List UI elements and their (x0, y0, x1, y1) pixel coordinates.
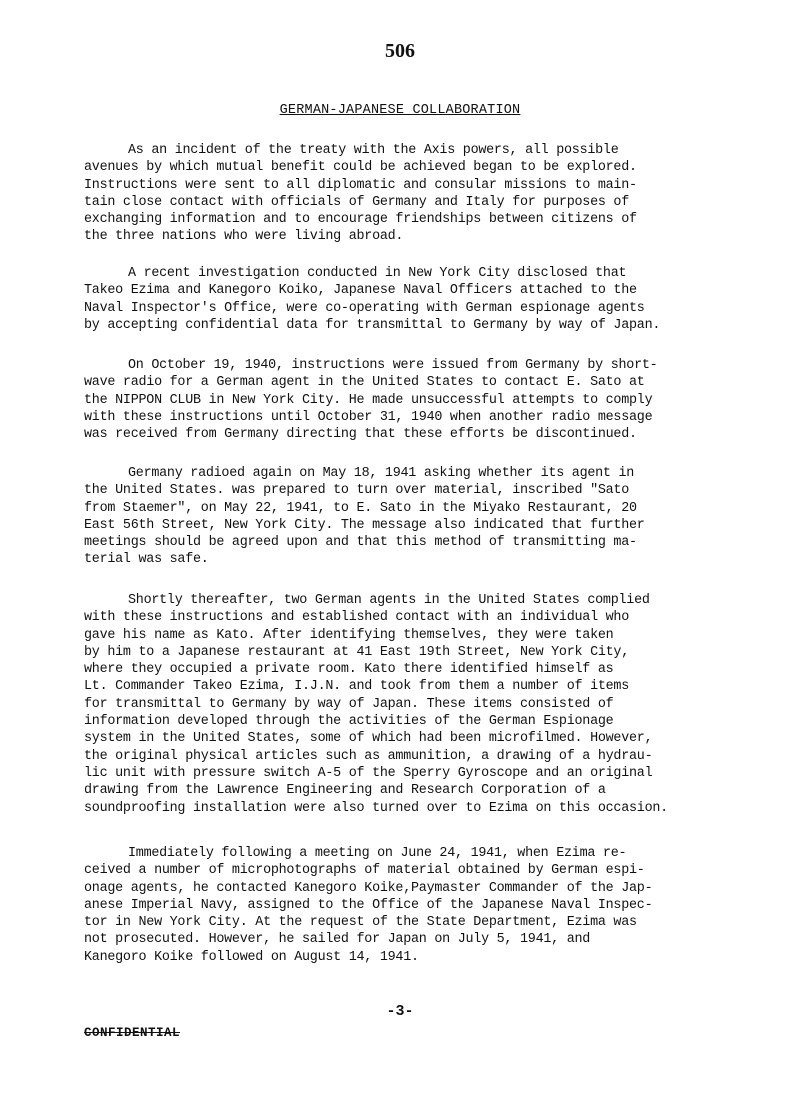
text-line: avenues by which mutual benefit could be achieved began to be explored. (84, 160, 637, 176)
paragraph-1 (84, 142, 744, 246)
text-line: from Staemer", on May 22, 1941, to E. Sato in the Miyako Restaurant, 20 (84, 500, 637, 516)
text-line: by accepting confidential data for transmittal to Germany by way of Japan. (84, 317, 661, 333)
text-line: gave his name as Kato. After identifying themselves, they were taken (84, 627, 614, 643)
text-line: not prosecuted. However, he sailed for Japan on July 5, 1941, and (84, 932, 591, 948)
text-line: onage agents, he contacted Kanegoro Koike,Paymaster Commander of the Jap- (84, 880, 653, 896)
text-line: tor in New York City. At the request of the State Department, Ezima was (84, 915, 637, 931)
text-line: As an incident of the treaty with the Axis powers, all possible (128, 143, 619, 158)
text-line: A recent investigation conducted in New York City disclosed that (128, 266, 627, 281)
text-line: with these instructions and established contact with an individual who (84, 610, 629, 626)
section-heading: GERMAN-JAPANESE COLLABORATION (279, 103, 521, 118)
text-line: with these instructions until October 31, 1940 when another radio message (84, 409, 653, 425)
text-line: Takeo Ezima and Kanegoro Koiko, Japanese Naval Officers attached to the (84, 283, 637, 299)
text-line: lic unit with pressure switch A-5 of the Sperry Gyroscope and an original (84, 765, 653, 781)
paragraph-3 (84, 357, 744, 443)
page-number: 506 (385, 40, 415, 62)
text-line: terial was safe. (84, 552, 209, 568)
text-line: the original physical articles such as ammunition, a drawing of a hydrau- (84, 748, 653, 764)
text-line: wave radio for a German agent in the United States to contact E. Sato at (84, 375, 645, 391)
text-line: by him to a Japanese restaurant at 41 East 19th Street, New York City, (84, 644, 629, 660)
text-line: Shortly thereafter, two German agents in the United States complied (128, 593, 650, 608)
paragraph-4 (84, 465, 744, 569)
text-line: Immediately following a meeting on June 24, 1941, when Ezima re- (128, 846, 627, 861)
text-line: Kanegoro Koike followed on August 14, 1941. (84, 949, 419, 965)
paragraph-2 (84, 265, 744, 334)
text-line: ceived a number of microphotographs of material obtained by German espi- (84, 863, 645, 879)
text-line: tain close contact with officials of Germany and Italy for purposes of (84, 194, 629, 210)
text-line: Instructions were sent to all diplomatic and consular missions to main- (84, 177, 637, 193)
text-line: Naval Inspector's Office, were co-operating with German espionage agents (84, 300, 645, 316)
paragraph-6 (84, 845, 744, 966)
text-line: meetings should be agreed upon and that this method of transmitting ma- (84, 535, 637, 551)
text-line: the three nations who were living abroad. (84, 229, 404, 245)
text-line: drawing from the Lawrence Engineering and Research Corporation of a (84, 783, 606, 799)
text-line: Lt. Commander Takeo Ezima, I.J.N. and took from them a number of items (84, 679, 629, 695)
text-line: was received from Germany directing that these efforts be discontinued. (84, 427, 637, 443)
text-line: anese Imperial Navy, assigned to the Office of the Japanese Naval Inspec- (84, 897, 653, 913)
text-line: Germany radioed again on May 18, 1941 asking whether its agent in (128, 466, 635, 481)
text-line: On October 19, 1940, instructions were issued from Germany by short- (128, 358, 658, 373)
text-line: soundproofing installation were also turned over to Ezima on this occasion. (84, 800, 668, 816)
text-line: for transmittal to Germany by way of Japan. These items consisted of (84, 696, 614, 712)
paragraph-5 (84, 592, 744, 817)
text-line: the NIPPON CLUB in New York City. He made unsuccessful attempts to comply (84, 392, 653, 408)
classification-stamp: CONFIDENTIAL (84, 1026, 181, 1040)
text-line: system in the United States, some of which had been microfilmed. However, (84, 731, 653, 747)
footer-page-number: -3- (386, 1003, 414, 1020)
text-line: East 56th Street, New York City. The message also indicated that further (84, 517, 645, 533)
text-line: the United States. was prepared to turn over material, inscribed "Sato (84, 483, 629, 499)
text-line: where they occupied a private room. Kato there identified himself as (84, 662, 614, 678)
text-line: exchanging information and to encourage friendships between citizens of (84, 212, 637, 228)
text-line: information developed through the activities of the German Espionage (84, 714, 614, 730)
